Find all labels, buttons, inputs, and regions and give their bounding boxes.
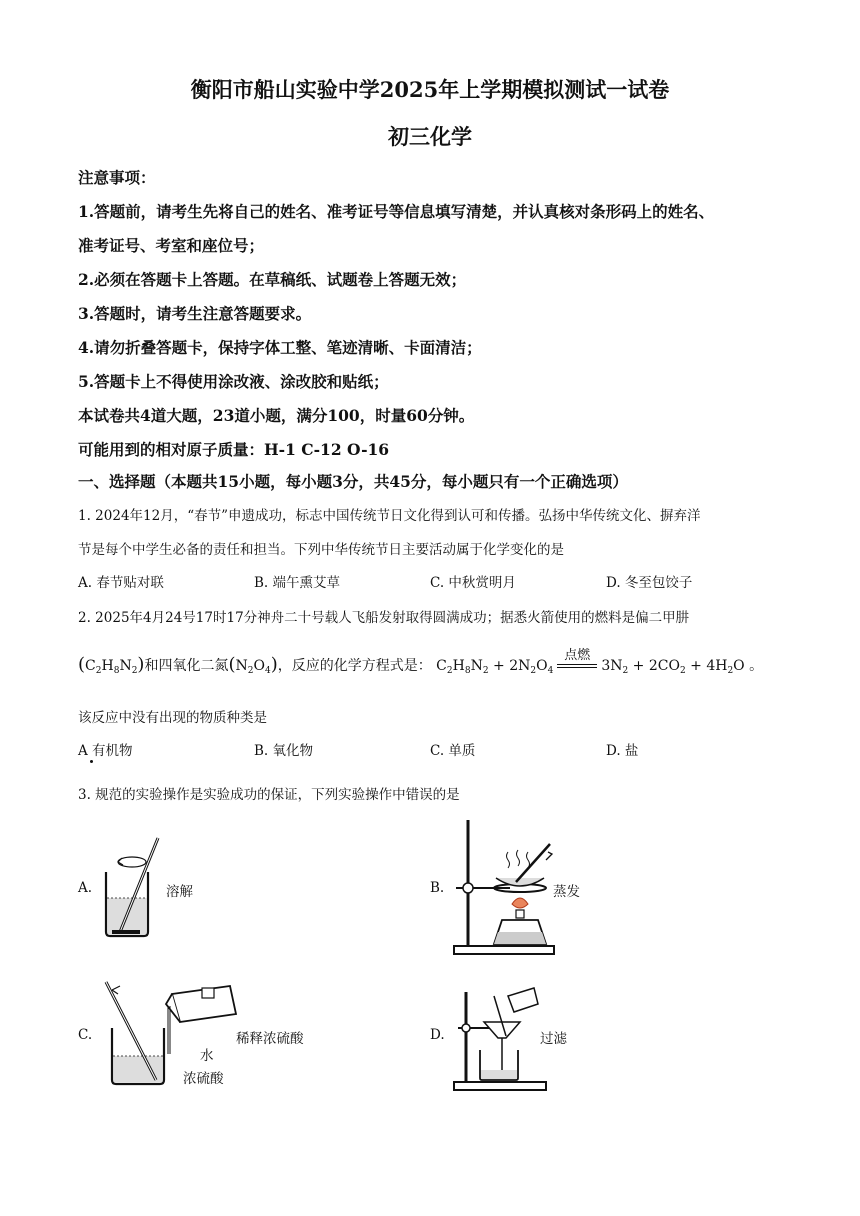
- notice-line: 1.答题前，请考生先将自己的姓名、准考证号等信息填写清楚，并认真核对条形码上的姓名、: [78, 202, 715, 221]
- notice-line: 4.请勿折叠答题卡，保持字体工整、笔迹清晰、卡面清洁；: [78, 338, 482, 357]
- chemical-equation: $C_2H_8N_2 + 2N_2O_4$ 点燃 $3N_2 + 2CO_2 + 4H_2O$ 。: [436, 658, 763, 674]
- q1-option-c: C. 中秋赏明月: [430, 575, 516, 591]
- exam-title: 衡阳市船山实验中学2025年上学期模拟测试一试卷: [190, 77, 670, 102]
- fig-c-caption: 稀释浓硫酸: [236, 1031, 304, 1047]
- notice-line: 可能用到的相对原子质量：H-1 C-12 O-16: [78, 440, 390, 459]
- q2-text-a: 和四氧化二氮: [144, 658, 229, 674]
- dot-mark: [90, 760, 93, 763]
- q1-stem: 1. 2024年12月，“春节”申遗成功，标志中国传统节日文化得到认可和传播。弘扬中华传统文化、摒弃洋: [78, 508, 701, 524]
- notice-line: 2.必须在答题卡上答题。在草稿纸、试题卷上答题无效；: [78, 270, 467, 289]
- q1-stem: 节是每个中学生必备的责任和担当。下列中华传统节日主要活动属于化学变化的是: [78, 542, 564, 558]
- q3-stem: 3. 规范的实验操作是实验成功的保证，下列实验操作中错误的是: [78, 787, 460, 803]
- exam-subtitle: 初三化学: [388, 124, 472, 149]
- acid-label: 浓硫酸: [183, 1071, 224, 1087]
- q2-stem: 该反应中没有出现的物质种类是: [78, 710, 267, 726]
- q1-option-b: B. 端午熏艾草: [254, 575, 341, 591]
- section-heading: 一、选择题（本题共15小题，每小题3分，共45分，每小题只有一个正确选项）: [78, 472, 628, 491]
- water-label: 水: [200, 1048, 214, 1064]
- q2-equation-line: $(C_2H_8N_2)$和四氧化二氮$(N_2O_4)$，反应的化学方程式是： $C_2H_8N_2 + 2N_2O_4$ 点燃 $3N_2 + 2CO_2 + 4H_2O$ 。: [78, 654, 763, 676]
- reaction-condition: 点燃: [564, 648, 591, 663]
- fig-d-letter: D.: [430, 1027, 445, 1043]
- fig-c-letter: C.: [78, 1027, 93, 1043]
- notice-line: 准考证号、考室和座位号；: [78, 236, 265, 255]
- notice-line: 5.答题卡上不得使用涂改液、涂改胶和贴纸；: [78, 372, 389, 391]
- fig-d-caption: 过滤: [540, 1031, 567, 1047]
- notice-line: 3.答题时，请考生注意答题要求。: [78, 304, 312, 323]
- q1-option-d: D. 冬至包饺子: [606, 575, 693, 591]
- q2-option-a: A 有机物: [78, 743, 133, 759]
- q2-stem: 2. 2025年4月24号17时17分神舟二十号载人飞船发射取得圆满成功；据悉火箭使用的燃料是偏二甲肼: [78, 610, 690, 626]
- fig-b-letter: B.: [430, 880, 445, 896]
- q1-option-a: A. 春节贴对联: [78, 575, 164, 591]
- q2-text-b: ，反应的化学方程式是：: [277, 658, 432, 674]
- notice-line: 本试卷共4道大题，23道小题，满分100，时量60分钟。: [78, 406, 475, 425]
- q2-option-d: D. 盐: [606, 743, 639, 759]
- q2-option-b: B. 氧化物: [254, 743, 314, 759]
- evaporation-diagram: [450, 816, 560, 958]
- dissolving-diagram: [98, 832, 168, 942]
- fig-b-caption: 蒸发: [553, 884, 580, 900]
- notice-heading: 注意事项：: [78, 168, 156, 187]
- dilution-diagram: [98, 976, 248, 1088]
- fig-a-caption: 溶解: [166, 884, 193, 900]
- fig-a-letter: A.: [78, 880, 93, 896]
- q2-option-c: C. 单质: [430, 743, 476, 759]
- filtration-diagram: [450, 976, 550, 1092]
- fuel-formula: (: [78, 654, 86, 675]
